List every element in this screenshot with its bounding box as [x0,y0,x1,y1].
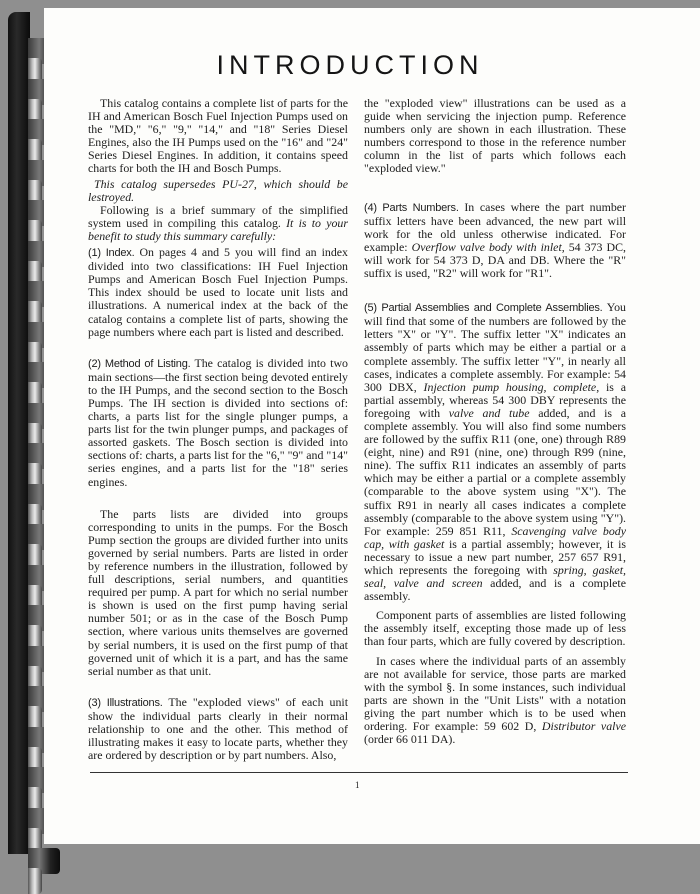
body-text: The parts lists are divided into groups corresponding to units in the pumps. For the Bosch Pump section the groups are divided further into units governed by serial numbers. Parts are listed in order by reference numbers in the illustration, followed by full descriptions, serial numbers, and quantities required per pump. A part for which no serial number is shown is used on the first pump having serial number 501; or as in the case of the Bosch Pump section, where various units themselves are governed by serial numbers, it is used on the first pump of that governed unit of which it is a part, and has the same serial number as that unit. [88,506,348,678]
left-column [88,97,348,762]
body-text: In cases where the individual parts of an assembly are not available for service, those parts are marked with the symbol §. In some instances, such individual parts are shown in the "Unit Lists" with a notation giving the part number which is to be used when ordering. For example: 59 602 D, [364,653,626,734]
body-text: The "exploded views" of each unit show the individual parts clearly in their normal relationship to one and the other. This method of illustrating makes it easy to locate parts, whether they are ordered by description or by part numbers. Also, [88,694,348,763]
italic-text: Injection pump housing, complete, [423,379,600,394]
body-text: In cases where the part number suffix letters have been advanced, the new part will work for the old unless otherwise indicated. For example: [364,199,626,254]
italic-text: Distributor valve [541,719,626,734]
section-heading: (2) Method of Listing. [88,357,191,370]
paragraph [364,609,626,648]
section-heading: (1) Index. [88,247,135,260]
paragraph [364,97,626,176]
paragraph [88,696,348,762]
right-column [364,97,626,746]
paragraph [88,178,348,204]
paragraph [88,246,348,339]
body-text: 54 373 DC, will work for 54 373 D, DA and DB. Where the "R" suffix is used, "R2" will work for "R1". [364,239,626,281]
italic-text: Scavenging valve body cap, with gasket [364,523,626,551]
paragraph [364,655,626,747]
body-text: added, and is a complete assembly. You will also find some numbers are followed by the suffix R11 (one, one) through R89 (eight, nine) and R91 (nine, one) through R99 (nine, nine). The suffix R11 indicates an assembly of parts which may be either a partial or a complete assembly (comparable to the above system using "X"). The suffix R91 in nearly all cases indicates a complete assembly (comparable to the above system using "Y"). For example: 259 851 R11, [364,405,626,538]
paragraph [364,201,626,281]
body-text: added, and is a complete assembly. [364,576,626,604]
page-number: 1 [355,780,360,790]
italic-text: This catalog supersedes PU-27, which should be lestroyed. [88,176,348,204]
paragraph [88,357,348,489]
italic-text: Overflow valve body with inlet, [411,239,565,254]
body-text: On pages 4 and 5 you will find an index divided into two classifications: IH Fuel Injection Pumps and American Bosch Fuel Injection Pumps. This index should be used to locate unit lists and illustrations. A numerical index at the back of the catalog contains a complete list of parts, showing the page numbers where each part is listed and described. [88,245,348,339]
body-text: You will find that some of the numbers are followed by the letters "X" or "Y". The suffix letter "X" indicates an assembly of parts which may be either a partial or a complete assembly. The suffix letter "Y", in nearly all cases, indicates a complete assembly. For example: 54 300 DBX, [364,300,626,394]
paragraph [88,97,348,176]
paragraph [88,204,348,243]
paragraph [364,301,626,603]
italic-text: spring, gasket, seal, valve and screen [364,563,626,591]
italic-text: It is to your benefit to study this summary carefully: [88,215,348,243]
body-text: is a partial assembly, whereas 54 300 DBY represents the foregoing with [364,379,627,420]
body-text: Component parts of assemblies are listed following the assembly itself, excepting those made up of less than four parts, which are fully covered by description. [364,608,626,649]
paragraph [88,508,348,678]
binding-spine [8,12,30,854]
section-heading: (5) Partial Assemblies and Complete Assemblies. [364,302,603,315]
body-text: is a partial assembly; however, it is necessary to issue a new part number, 257 657 R91, which represents the foregoing with [364,536,626,577]
body-text: This catalog contains a complete list of parts for the IH and American Bosch Fuel Injection Pumps used on the "MD," "6," "9," "14," and "18" Series Diesel Engines, also the IH Pumps used on the "16" and "24" Series Diesel Engines. In addition, it contains speed charts for both the IH and Bosch Pumps. [88,96,348,176]
body-text: Following is a brief summary of the simplified system used in compiling this catalog. [88,202,348,230]
section-heading: (4) Parts Numbers. [364,201,459,214]
footer-rule [90,772,628,773]
page-title: INTRODUCTION [216,50,484,80]
body-text: The catalog is divided into two main sections—the first section being devoted entirely to the IH Pumps, and the second section to the Bosch Pumps. The IH section is divided into sections of: charts, a parts list for the single plunger pumps, a parts list for the twin plunger pumps, and packages of assorted gaskets. The Bosch section is divided into sections of: charts, a parts list for the "6," "9" and "14" series engines, and a parts list for the "18" series engines. [88,355,348,489]
binding-ring-highlight [28,868,42,894]
body-text: the "exploded view" illustrations can be used as a guide when servicing the injection pump. Reference numbers only are shown in each illustration. These numbers correspond to those in the reference number column in the list of parts which follows each "exploded view." [364,96,626,176]
section-heading: (3) Illustrations. [88,696,163,709]
body-text: (order 66 011 DA). [364,732,456,747]
italic-text: valve and tube [448,405,530,420]
